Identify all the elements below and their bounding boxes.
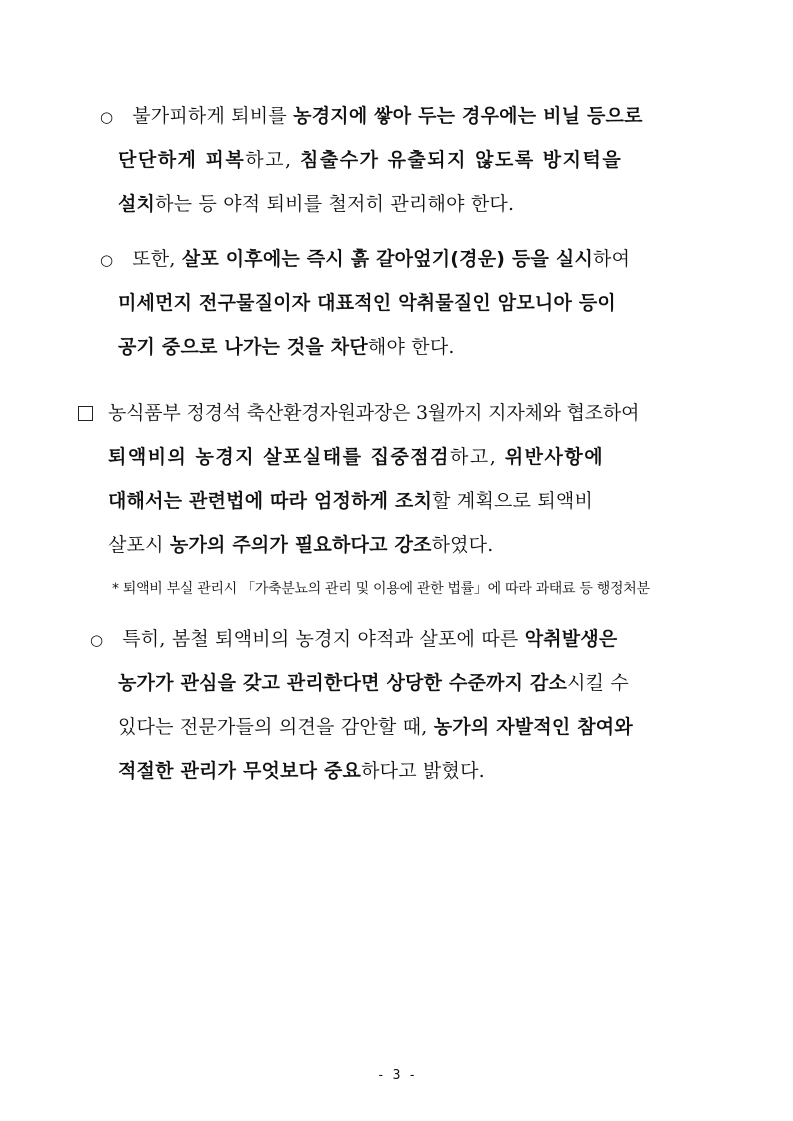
text-run: 시킬 수: [567, 672, 629, 694]
bold-text-run: 농가의 자발적인 참여와: [433, 716, 633, 738]
text-run: 불가피하게 퇴비를: [126, 105, 294, 127]
bold-text-run: 살포 이후에는 즉시 흙 갈아엎기(경운) 등을 실시: [181, 248, 594, 270]
bold-text-run: 미세먼지 전구물질이자 대표적인 악취물질인 암모니아 등이: [118, 292, 616, 314]
text-run: 하고,: [245, 149, 301, 171]
bold-text-run: 단단하게 피복: [118, 149, 246, 171]
bold-text-run: 농가가 관심을 갖고 관리한다면 상당한 수준까지 감소: [118, 672, 568, 694]
paragraph-4-line-3: [118, 715, 633, 739]
circle-bullet-icon: ○: [90, 631, 104, 649]
text-run: 하다고 밝혔다.: [361, 760, 485, 782]
paragraph-3-line-3: [108, 489, 593, 513]
bold-text-run: 설치: [118, 193, 156, 215]
text-run: 하고,: [450, 446, 505, 468]
circle-bullet-icon: ○: [100, 108, 114, 126]
bold-text-run: 퇴액비의 농경지 살포실태를 집중점검: [108, 446, 451, 468]
text-run: 또한,: [126, 248, 182, 270]
paragraph-1-line-1: [100, 104, 643, 129]
bold-text-run: 위반사항에: [504, 446, 605, 468]
bold-text-run: 대해서는 관련법에 따라 엄정하게 조치: [108, 490, 433, 512]
square-bullet-icon: [78, 406, 93, 421]
paragraph-1-line-3: [118, 192, 514, 216]
circle-bullet-icon: ○: [100, 251, 114, 269]
text-run: 할 계획으로 퇴액비: [432, 490, 594, 512]
paragraph-4-line-4: [118, 759, 485, 783]
bold-text-run: 농가의 주의가 필요하다고 강조: [169, 534, 432, 556]
paragraph-2-line-2: [118, 291, 616, 315]
paragraph-4-line-1: [90, 627, 617, 652]
paragraph-4-line-2: [118, 671, 629, 695]
text-run: 있다는 전문가들의 의견을 감안할 때,: [118, 716, 434, 738]
page-number: - 3 -: [376, 1068, 417, 1083]
bold-text-run: 침출수가 유출되지 않도록 방지턱을: [300, 149, 623, 171]
bold-text-run: 공기 중으로 나가는 것을 차단: [118, 336, 368, 358]
paragraph-3-line-2: [108, 445, 604, 469]
text-run: 하였다.: [431, 534, 494, 556]
bold-text-run: 악취발생은: [524, 628, 618, 650]
bold-text-run: 농경지에 쌓아 두는 경우에는 비닐 등으로: [293, 105, 643, 127]
paragraph-2-line-1: [100, 247, 630, 272]
text-run: 농식품부 정경석 축산환경자원과장은 3월까지 지자체와 협조하여: [108, 402, 640, 424]
text-run: 살포시: [108, 534, 170, 556]
text-run: 하여: [593, 248, 631, 270]
footnote: * 퇴액비 부실 관리시 「가축분뇨의 관리 및 이용에 관한 법률」에 따라 과태료 등 행정처분: [112, 581, 650, 597]
text-run: 특히, 봄철 퇴액비의 농경지 야적과 살포에 따른: [116, 628, 525, 650]
text-run: 해야 한다.: [367, 336, 455, 358]
paragraph-2-line-3: [118, 335, 455, 359]
paragraph-1-line-2: [118, 148, 622, 172]
paragraph-3-line-4: [108, 533, 493, 557]
paragraph-3-line-1: [108, 401, 639, 425]
bold-text-run: 적절한 관리가 무엇보다 중요: [118, 760, 362, 782]
text-run: 하는 등 야적 퇴비를 철저히 관리해야 한다.: [155, 193, 515, 215]
